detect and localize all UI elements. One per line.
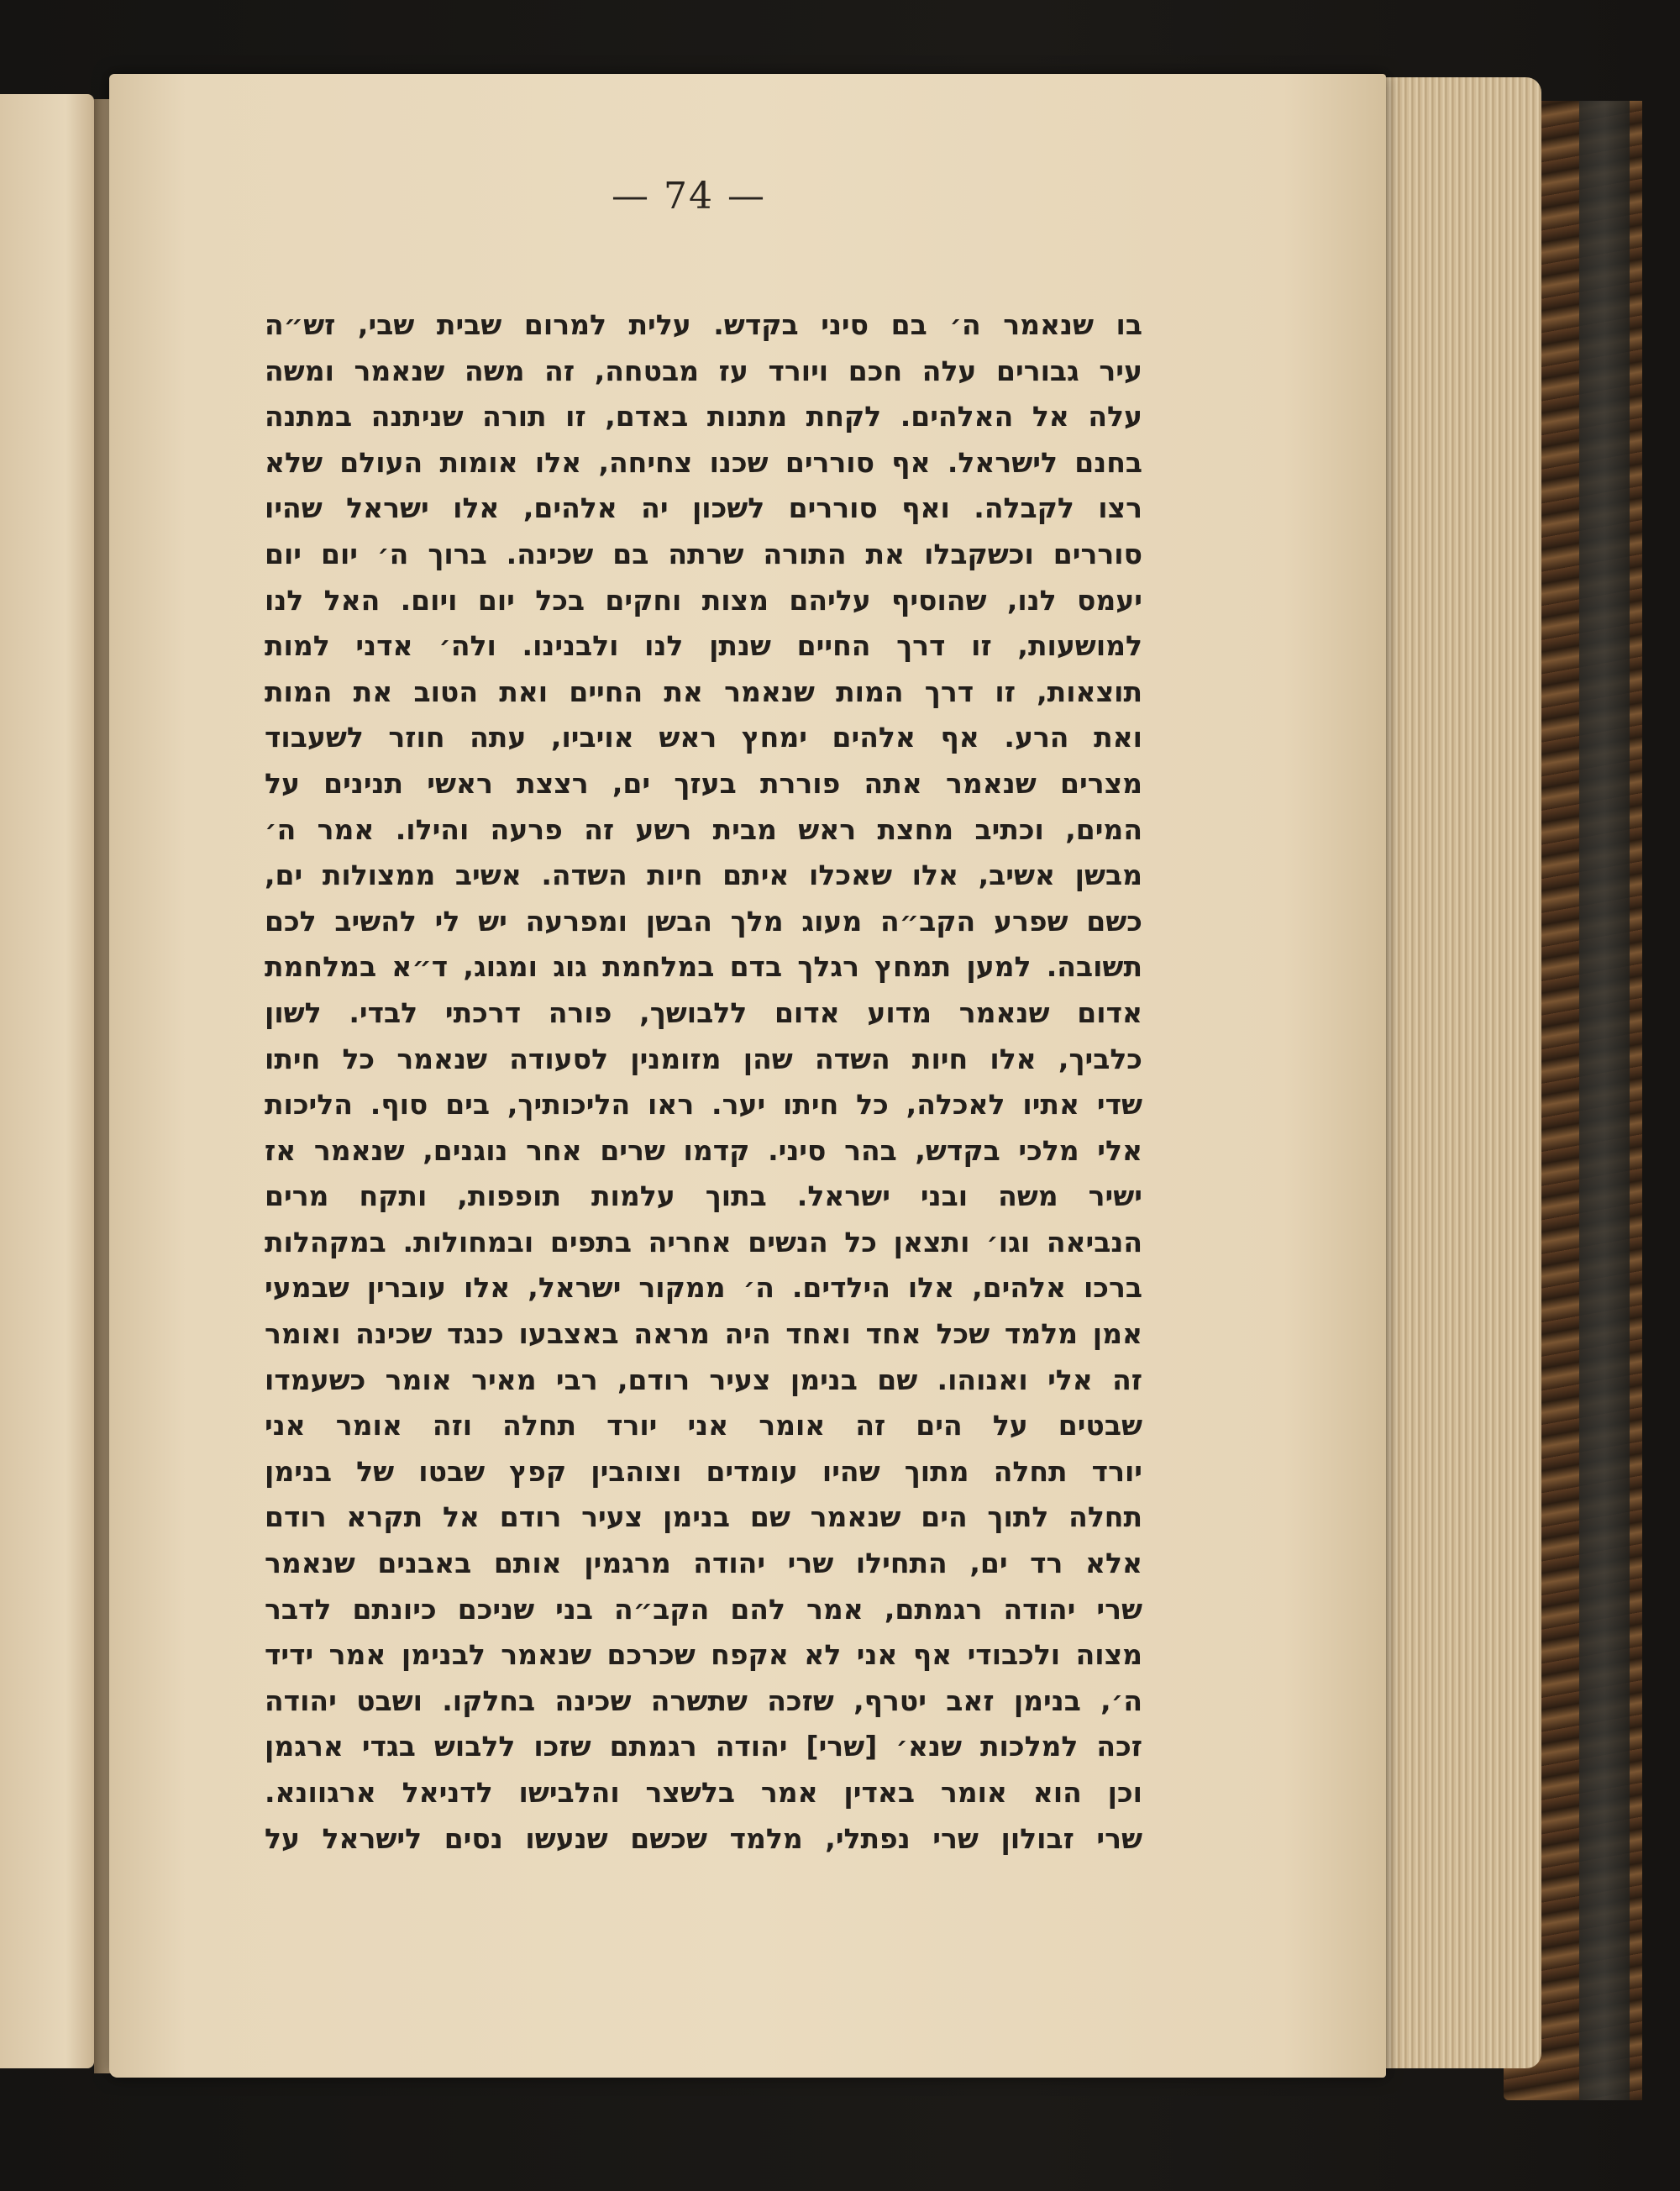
text-line: שבטים על הים זה אומר אני יורד תחלה וזה אומר אני [265, 1409, 1142, 1442]
text-line: יורד תחלה מתוך שהיו עומדים וצוהבין קפץ שבטו של בנימן [265, 1454, 1142, 1488]
page-number: — 74 — [612, 175, 766, 218]
text-line: שדי אתיו לאכלה, כל חיתו יער. ראו הליכותיך, בים סוף. הליכות [265, 1088, 1142, 1122]
text-line: מצרים שנאמר אתה פוררת בעזך ים, רצצת ראשי תנינים על [265, 766, 1142, 800]
text-line: וכן הוא אומר באדין אמר בלשצר והלבישו לדניאל ארגוונא. [265, 1776, 1142, 1809]
text-line: שרי יהודה רגמתם, אמר להם הקב״ה בני שניכם כיונתם לדבר [265, 1592, 1142, 1626]
text-line: אלא רד ים, התחילו שרי יהודה מרגמין אותם באבנים שנאמר [265, 1547, 1142, 1580]
text-block [265, 302, 1142, 1862]
text-line: כלביך, אלו חיות השדה שהן מזומנין לסעודה שנאמר כל חיתו [265, 1042, 1142, 1075]
left-page [0, 94, 94, 2068]
text-line: שרי זבולון שרי נפתלי, מלמד שכשם שנעשו נסים לישראל על [265, 1821, 1142, 1855]
page-edges [1361, 77, 1541, 2068]
text-line: מצוה ולכבודי אף אני לא אקפח שכרכם שנאמר לבנימן אמר ידיד [265, 1638, 1142, 1672]
text-line: מבשן אשיב, אלו שאכלו איתם חיות השדה. אשיב ממצולות ים, [265, 859, 1142, 892]
text-line: בו שנאמר ה׳ בם סיני בקדש. עלית למרום שבית שבי, זש״ה [265, 308, 1142, 341]
text-line: למושעות, זו דרך החיים שנתן לנו ולבנינו. ולה׳ אדני למות [265, 629, 1142, 663]
text-line: כשם שפרע הקב״ה מעוג מלך הבשן ומפרעה יש לי להשיב לכם [265, 904, 1142, 938]
text-line: זכה למלכות שנא׳ [שרי] יהודה רגמתם שזכו ללבוש בגדי ארגמן [265, 1730, 1142, 1763]
text-line: תשובה. למען תמחץ רגלך בדם במלחמת גוג ומגוג, ד״א במלחמת [265, 950, 1142, 984]
text-line: ברכו אלהים, אלו הילדים. ה׳ ממקור ישראל, אלו עוברין שבמעי [265, 1271, 1142, 1305]
text-line: אלי מלכי בקדש, בהר סיני. קדמו שרים אחר נוגנים, שנאמר אז [265, 1133, 1142, 1167]
page-gutter [94, 99, 111, 2073]
text-line: אדום שנאמר מדוע אדום ללבושך, פורה דרכתי לבדי. לשון [265, 996, 1142, 1029]
text-line: תחלה לתוך הים שנאמר שם בנימן צעיר רודם אל תקרא רודם [265, 1500, 1142, 1534]
text-line: המים, וכתיב מחצת ראש מבית רשע זה פרעה והילו. אמר ה׳ [265, 812, 1142, 846]
text-line: רצו לקבלה. ואף סוררים לשכון יה אלהים, אלו ישראל שהיו [265, 491, 1142, 525]
text-line: ישיר משה ובני ישראל. בתוך עלמות תופפות, ותקח מרים [265, 1180, 1142, 1213]
text-line: עלה אל האלהים. לקחת מתנות באדם, זו תורה שניתנה במתנה [265, 400, 1142, 433]
text-line: בחנם לישראל. אף סוררים שכנו צחיחה, אלו אומות העולם שלא [265, 445, 1142, 479]
text-line: עיר גבורים עלה חכם ויורד עז מבטחה, זה משה שנאמר ומשה [265, 354, 1142, 387]
text-line: אמן מלמד שכל אחד ואחד היה מראה באצבעו כנגד שכינה ואומר [265, 1317, 1142, 1351]
book-cover-edge [1579, 101, 1630, 2100]
text-line: תוצאות, זו דרך המות שנאמר את החיים ואת הטוב את המות [265, 675, 1142, 708]
text-line: יעמס לנו, שהוסיף עליהם מצות וחקים בכל יום ויום. האל לנו [265, 583, 1142, 617]
text-line: ה׳, בנימן זאב יטרף, שזכה שתשרה שכינה בחלקו. ושבט יהודה [265, 1684, 1142, 1717]
text-line: הנביאה וגו׳ ותצאן כל הנשים אחריה בתפים ובמחולות. במקהלות [265, 1225, 1142, 1258]
text-line: זה אלי ואנוהו. שם בנימן צעיר רודם, רבי מאיר אומר כשעמדו [265, 1363, 1142, 1396]
text-line: ואת הרע. אף אלהים ימחץ ראש אויביו, עתה חוזר לשעבוד [265, 721, 1142, 754]
text-line: סוררים וכשקבלו את התורה שרתה בם שכינה. ברוך ה׳ יום יום [265, 537, 1142, 570]
